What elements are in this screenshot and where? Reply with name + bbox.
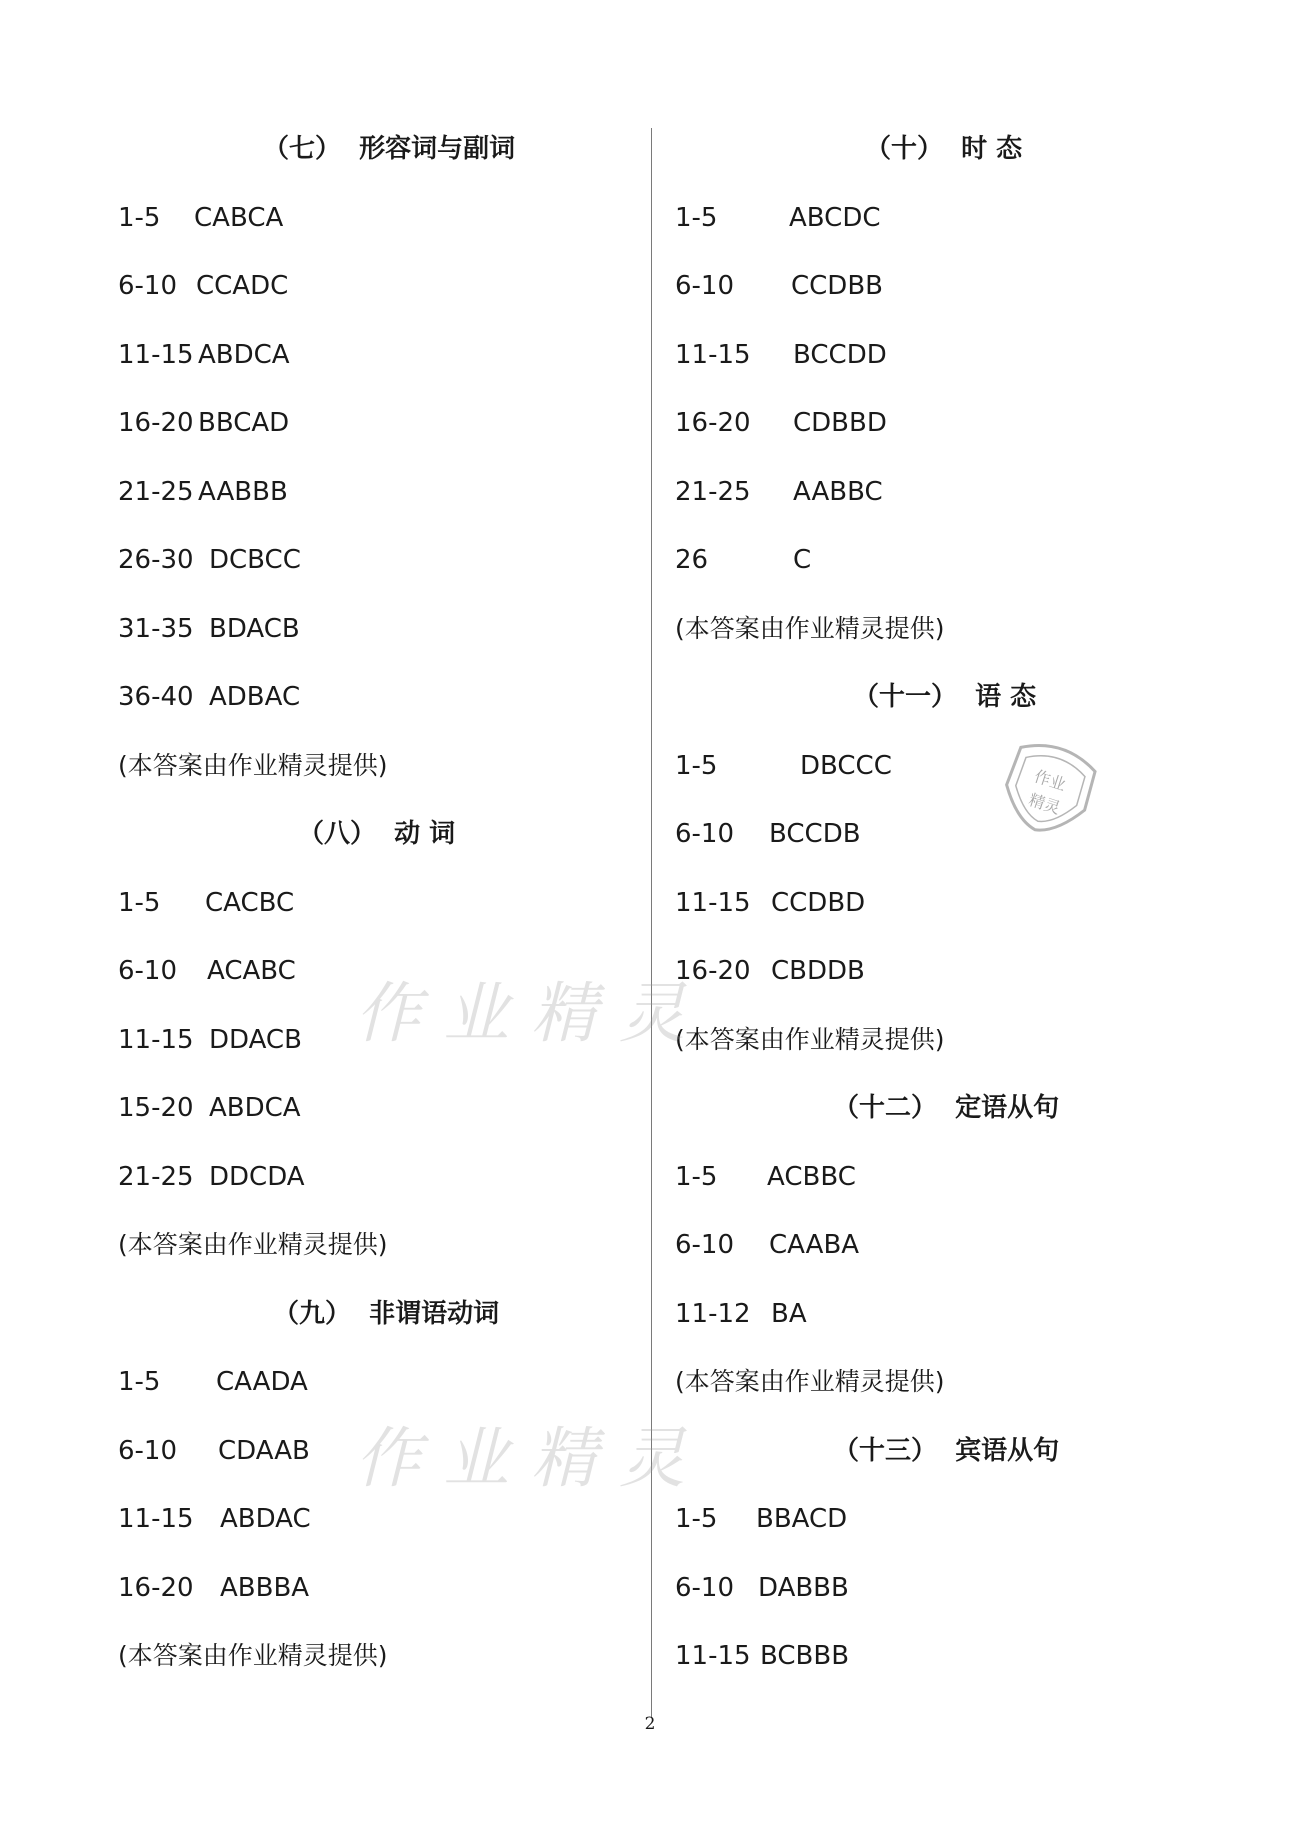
- source-note: (本答案由作业精灵提供): [118, 1641, 388, 1670]
- question-range: 1-5: [675, 1504, 718, 1534]
- answer-row: [675, 1622, 1195, 1691]
- section-title: （七） 形容词与副词: [263, 134, 516, 164]
- answer-row: [118, 1006, 638, 1075]
- right-column: [675, 115, 1195, 1691]
- watermark-text: 作业精灵: [355, 975, 707, 1052]
- question-range: 36-40: [118, 682, 194, 712]
- watermark-text: 作业精灵: [355, 1420, 707, 1497]
- question-range: 21-25: [675, 476, 751, 507]
- answer-letters: ACABC: [207, 956, 296, 986]
- question-range: 1-5: [675, 750, 718, 781]
- answer-letters: ABDCA: [209, 1093, 301, 1123]
- answer-letters: ABBBA: [220, 1572, 310, 1603]
- answer-letters: BBCAD: [198, 408, 290, 438]
- answer-letters: AABBC: [793, 476, 883, 507]
- answer-letters: BCBBB: [760, 1641, 850, 1671]
- answer-letters: AABBB: [198, 476, 288, 507]
- section-title: （十三） 宾语从句: [833, 1435, 1060, 1466]
- column-divider: [651, 128, 652, 1718]
- question-range: 26-30: [118, 545, 194, 575]
- section-title: （十） 时 态: [865, 134, 1023, 164]
- answer-letters: BDACB: [209, 613, 300, 644]
- svg-text:精灵: 精灵: [1026, 789, 1063, 818]
- answer-row: [118, 252, 638, 321]
- source-note: (本答案由作业精灵提供): [675, 613, 945, 643]
- answer-letters: C: [793, 545, 812, 575]
- answer-letters: CAABA: [769, 1230, 860, 1260]
- question-range: 16-20: [675, 408, 751, 438]
- answer-letters: CCDBB: [791, 271, 884, 301]
- answer-row: [675, 800, 1195, 869]
- question-range: 11-15: [675, 1641, 751, 1671]
- question-range: 6-10: [675, 1230, 735, 1260]
- question-range: 16-20: [675, 956, 751, 986]
- question-range: 15-20: [118, 1093, 194, 1123]
- answer-row: [118, 1143, 638, 1212]
- answer-row: [675, 869, 1195, 938]
- answer-letters: CAADA: [216, 1367, 308, 1397]
- answer-row: [675, 252, 1195, 321]
- answer-letters: ABDAC: [220, 1504, 311, 1534]
- question-range: 21-25: [118, 1161, 194, 1192]
- answer-row: [675, 1485, 1195, 1554]
- answer-row: [675, 321, 1195, 390]
- stamp-seal-icon: [990, 728, 1108, 846]
- section-title: （十二） 定语从句: [833, 1093, 1060, 1123]
- answer-row: [118, 1074, 638, 1143]
- answer-row: [675, 389, 1195, 458]
- answer-row: [118, 389, 638, 458]
- answer-row: [118, 1554, 638, 1623]
- svg-text:作业: 作业: [1031, 766, 1069, 795]
- question-range: 11-12: [675, 1298, 751, 1329]
- answer-row: [118, 1348, 638, 1417]
- source-note: (本答案由作业精灵提供): [118, 1230, 388, 1259]
- question-range: 1-5: [675, 202, 718, 233]
- answer-row: [118, 184, 638, 253]
- answer-letters: DDACB: [209, 1024, 302, 1055]
- question-range: 11-15: [675, 339, 751, 370]
- answer-row: [118, 1485, 638, 1554]
- answer-letters: BBACD: [756, 1504, 848, 1534]
- answer-row: [118, 595, 638, 664]
- question-range: 1-5: [675, 1161, 718, 1192]
- question-range: 11-15: [118, 339, 194, 370]
- question-range: 6-10: [118, 956, 178, 986]
- answer-letters: ACBBC: [767, 1161, 856, 1192]
- answer-letters: DCBCC: [209, 545, 301, 575]
- answer-row: [118, 869, 638, 938]
- answer-letters: ABDCA: [198, 339, 290, 370]
- answer-letters: DABBB: [758, 1572, 849, 1603]
- answer-row: [118, 1417, 638, 1486]
- answer-letters: CDAAB: [218, 1435, 310, 1466]
- answer-row: [118, 526, 638, 595]
- answer-row: [675, 458, 1195, 527]
- section-title: （九） 非谓语动词: [273, 1298, 500, 1329]
- question-range: 16-20: [118, 1572, 194, 1603]
- answer-row: [675, 1554, 1195, 1623]
- page-number: 2: [644, 1714, 656, 1734]
- left-column: [118, 115, 638, 1691]
- answer-letters: DBCCC: [800, 750, 892, 781]
- answer-row: [675, 937, 1195, 1006]
- question-range: 11-15: [675, 887, 751, 918]
- question-range: 6-10: [675, 819, 735, 849]
- answer-row: [675, 1280, 1195, 1349]
- question-range: 11-15: [118, 1024, 194, 1055]
- answer-letters: BCCDB: [769, 819, 861, 849]
- answer-letters: DDCDA: [209, 1161, 305, 1192]
- answer-letters: CCDBD: [771, 887, 866, 918]
- answer-row: [675, 1143, 1195, 1212]
- question-range: 1-5: [118, 887, 161, 918]
- answer-letters: BA: [771, 1298, 807, 1329]
- answer-letters: ABCDC: [789, 202, 881, 233]
- answer-letters: CABCA: [194, 202, 284, 233]
- answer-letters: CACBC: [205, 887, 295, 918]
- section-title: （八） 动 词: [298, 819, 456, 849]
- answer-letters: CCADC: [196, 271, 289, 301]
- question-range: 6-10: [675, 271, 735, 301]
- answer-row: [675, 526, 1195, 595]
- source-note: (本答案由作业精灵提供): [675, 1024, 945, 1054]
- question-range: 6-10: [118, 1435, 178, 1466]
- question-range: 11-15: [118, 1504, 194, 1534]
- answer-letters: CBDDB: [771, 956, 865, 986]
- answer-row: [118, 937, 638, 1006]
- answer-letters: BCCDD: [793, 339, 887, 370]
- answer-row: [675, 1211, 1195, 1280]
- answer-row: [118, 321, 638, 390]
- question-range: 6-10: [118, 271, 178, 301]
- answer-letters: ADBAC: [209, 682, 301, 712]
- question-range: 21-25: [118, 476, 194, 507]
- answer-row: [118, 663, 638, 732]
- answer-letters: CDBBD: [793, 408, 887, 438]
- question-range: 6-10: [675, 1572, 735, 1603]
- source-note: (本答案由作业精灵提供): [675, 1367, 945, 1396]
- question-range: 16-20: [118, 408, 194, 438]
- answer-row: [675, 184, 1195, 253]
- section-title: （十一） 语 态: [853, 682, 1037, 712]
- question-range: 1-5: [118, 1367, 161, 1397]
- question-range: 26: [675, 545, 709, 575]
- answer-row: [118, 458, 638, 527]
- question-range: 1-5: [118, 202, 161, 233]
- question-range: 31-35: [118, 613, 194, 644]
- source-note: (本答案由作业精灵提供): [118, 750, 388, 780]
- answer-row: [675, 732, 1195, 801]
